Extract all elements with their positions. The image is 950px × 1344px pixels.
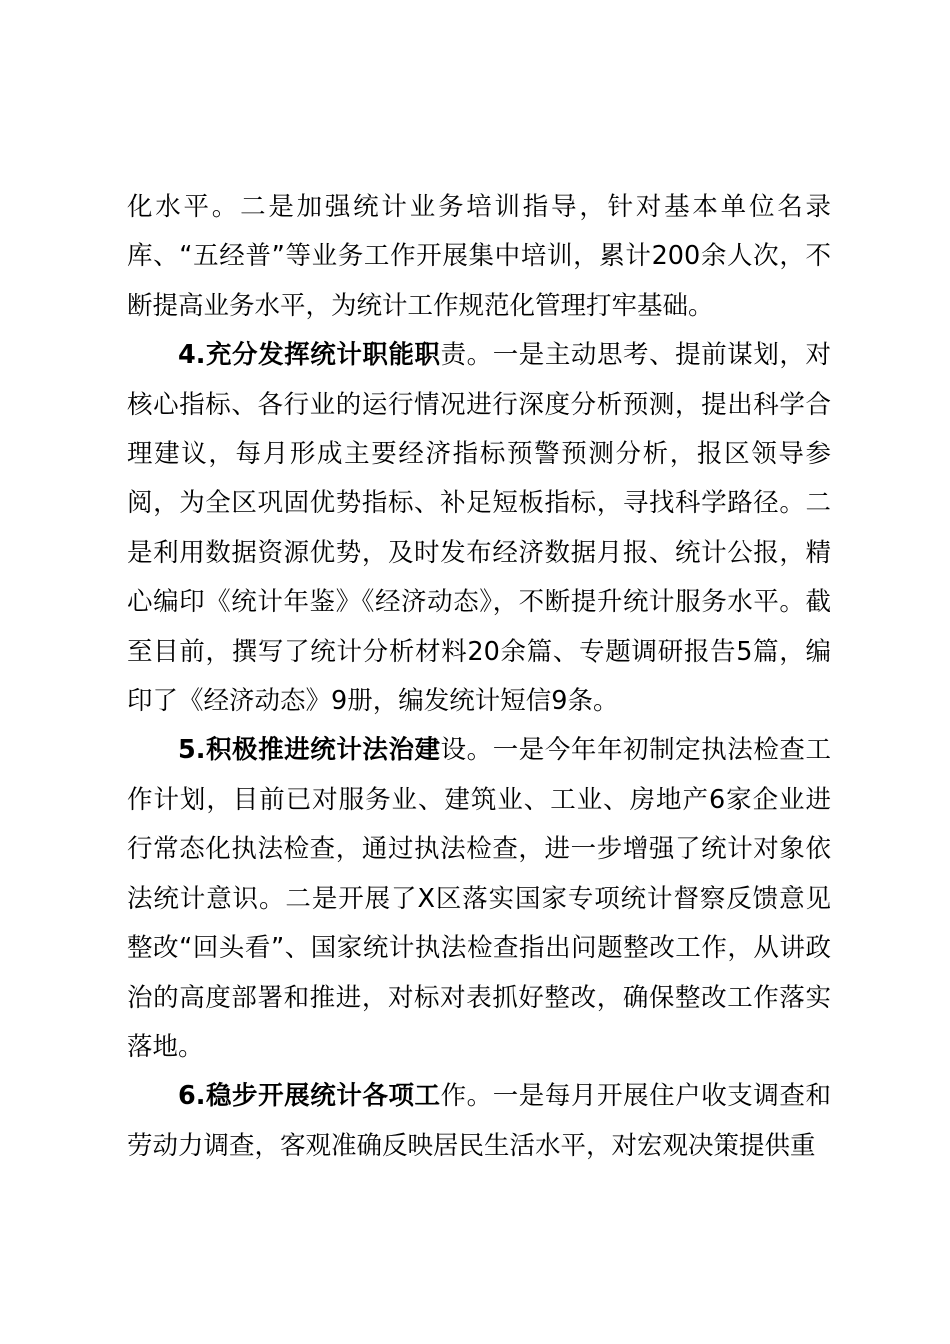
paragraph-section-5 bbox=[127, 726, 831, 1072]
paragraph-body-text: 一是今年年初制定执法检查工作计划，目前已对服务业、建筑业、工业、房地产6家企业进行常态化执法检查，通过执法检查，进一步增强了统计对象依法统计意识。二是开展了X区落实国家专项统计督察反馈意见整改“回头看”、国家统计执法检查指出问题整改工作，从讲政治的高度部署和推进，对标对表抓好整改，确保整改工作落实落地。 bbox=[127, 735, 831, 1062]
paragraph-continuation bbox=[127, 183, 831, 331]
section-heading-tail-5: 设。 bbox=[440, 735, 493, 766]
section-heading-6: 6.稳步开展统计各项工 bbox=[178, 1081, 441, 1112]
section-heading-5: 5.积极推进统计法治建 bbox=[178, 735, 441, 766]
paragraph-body-text: 化水平。二是加强统计业务培训指导，针对基本单位名录库、“五经普”等业务工作开展集中培训，累计200余人次，不断提高业务水平，为统计工作规范化管理打牢基础。 bbox=[127, 192, 831, 321]
section-heading-tail-4: 责。 bbox=[440, 340, 493, 371]
paragraph-section-6 bbox=[127, 1072, 831, 1171]
document-body bbox=[127, 183, 831, 1171]
section-heading-tail-6: 作。 bbox=[440, 1081, 493, 1112]
paragraph-body-text: 一是主动思考、提前谋划，对核心指标、各行业的运行情况进行深度分析预测，提出科学合理建议，每月形成主要经济指标预警预测分析，报区领导参阅，为全区巩固优势指标、补足短板指标，寻找科学路径。二是利用数据资源优势，及时发布经济数据月报、统计公报，精心编印《统计年鉴》《经济动态》，不断提升统计服务水平。截至目前，撰写了统计分析材料20余篇、专题调研报告5篇，编印了《经济动态》9册，编发统计短信9条。 bbox=[127, 340, 831, 717]
paragraph-section-4 bbox=[127, 331, 831, 726]
section-heading-4: 4.充分发挥统计职能职 bbox=[178, 340, 441, 371]
paragraph-body-text: 一是每月开展住户收支调查和劳动力调查，客观准确反映居民生活水平，对宏观决策提供重 bbox=[127, 1081, 831, 1161]
